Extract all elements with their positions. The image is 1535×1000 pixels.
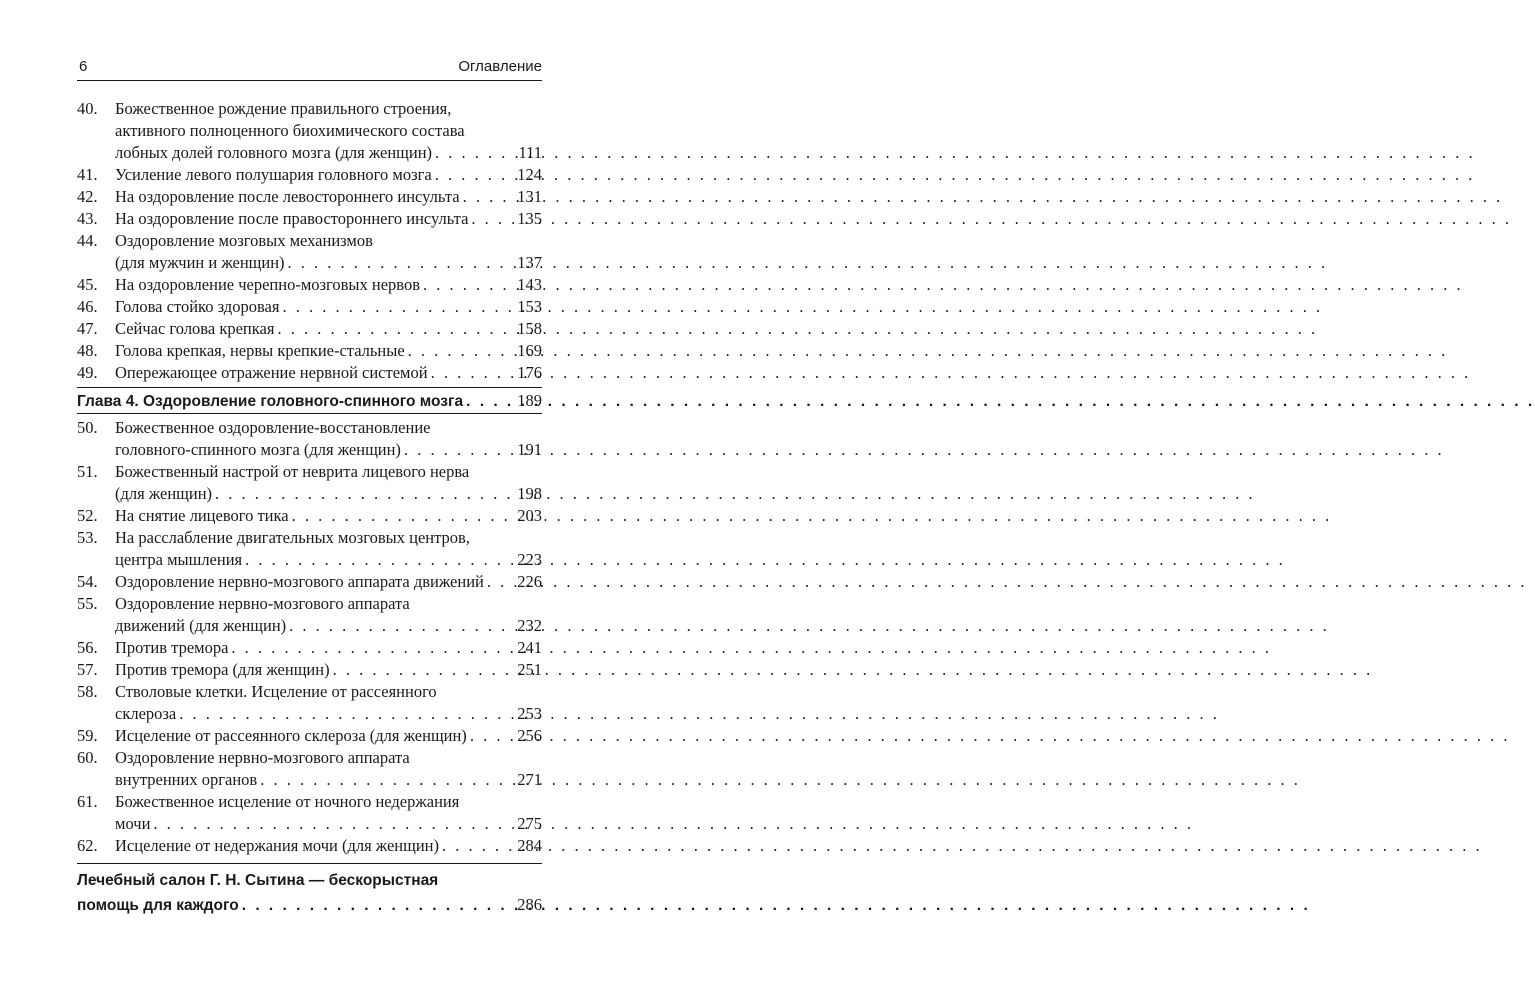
entry-title-line: Голова стойко здоровая (115, 297, 280, 316)
leader-dots (260, 769, 514, 791)
entry-page-number: 111 (518, 143, 542, 162)
toc-entry[interactable] (77, 637, 542, 659)
entry-title-line: На снятие лицевого тика (115, 506, 289, 525)
toc-entry[interactable] (77, 208, 542, 230)
toc-entries-before (77, 98, 542, 384)
toc-entry[interactable] (77, 461, 542, 505)
entry-page-number: 137 (517, 253, 542, 272)
toc-entry[interactable] (77, 681, 542, 725)
entry-number: 42. (77, 187, 98, 206)
leader-dots (153, 813, 514, 835)
entry-page-number: 153 (517, 297, 542, 316)
entry-number: 40. (77, 99, 98, 118)
leader-dots (245, 549, 514, 571)
toc-entry[interactable] (77, 725, 542, 747)
entry-title-line: Божественное исцеление от ночного недержания (115, 792, 460, 811)
toc-entries-after (77, 417, 542, 857)
entry-page-number: 135 (517, 209, 542, 228)
toc-entry[interactable] (77, 835, 542, 857)
entry-number: 54. (77, 572, 98, 591)
entry-title-line: активного полноценного биохимического состава (115, 121, 465, 140)
entry-page-number: 284 (517, 836, 542, 855)
entry-page-number: 275 (517, 814, 542, 833)
entry-title-line: движений (для женщин) (115, 616, 287, 635)
entry-number: 58. (77, 682, 98, 701)
page-header (77, 56, 542, 81)
entry-title-line: Оздоровление нервно-мозгового аппарата (115, 748, 410, 767)
leader-dots (435, 142, 515, 164)
leader-dots (442, 835, 514, 857)
entry-title-line: На оздоровление черепно-мозговых нервов (115, 275, 421, 294)
entry-title-line: На расслабление двигательных мозговых центров, (115, 528, 470, 547)
leader-dots (292, 505, 515, 527)
entry-title-line: (для женщин) (115, 484, 213, 503)
running-title: Оглавление (458, 58, 542, 75)
entry-title-line: лобных долей головного мозга (для женщин) (115, 143, 433, 162)
salon-heading[interactable] (77, 863, 542, 918)
chapter-page-number: 189 (517, 391, 542, 410)
entry-title-line: Исцеление от недержания мочи (для женщин) (115, 836, 439, 855)
leader-dots (487, 571, 514, 593)
entry-page-number: 131 (517, 187, 542, 206)
leader-dots (466, 391, 514, 413)
entry-page-number: 256 (517, 726, 542, 745)
entry-number: 51. (77, 462, 98, 481)
toc-entry[interactable] (77, 571, 542, 593)
entry-number: 50. (77, 418, 98, 437)
leader-dots (333, 659, 515, 681)
toc-entry[interactable] (77, 230, 542, 274)
entry-page-number: 198 (517, 484, 542, 503)
entry-number: 56. (77, 638, 98, 657)
entry-title-line: Божественное оздоровление-восстановление (115, 418, 431, 437)
entry-title-line: Усиление левого полушария головного мозга (115, 165, 432, 184)
entry-number: 61. (77, 792, 98, 811)
leader-dots (431, 362, 515, 384)
page-number: 6 (79, 58, 88, 75)
table-of-contents (77, 98, 542, 918)
leader-dots (277, 318, 514, 340)
leader-dots (408, 340, 515, 362)
entry-page-number: 223 (517, 550, 542, 569)
entry-page-number: 226 (517, 572, 542, 591)
entry-number: 52. (77, 506, 98, 525)
toc-entry[interactable] (77, 164, 542, 186)
entry-page-number: 253 (517, 704, 542, 723)
entry-number: 62. (77, 836, 98, 855)
leader-dots (282, 296, 514, 318)
entry-title-line: внутренних органов (115, 770, 258, 789)
entry-title-line: Голова крепкая, нервы крепкие-стальные (115, 341, 405, 360)
entry-page-number: 169 (517, 341, 542, 360)
entry-number: 55. (77, 594, 98, 613)
entry-page-number: 191 (517, 440, 542, 459)
toc-entry[interactable] (77, 362, 542, 384)
entry-title-line: головного-спинного мозга (для женщин) (115, 440, 401, 459)
leader-dots (435, 164, 515, 186)
entry-page-number: 232 (517, 616, 542, 635)
entry-number: 45. (77, 275, 98, 294)
salon-page-number: 286 (517, 895, 542, 914)
entry-number: 44. (77, 231, 98, 250)
entry-number: 57. (77, 660, 98, 679)
toc-entry[interactable] (77, 659, 542, 681)
entry-title-line: Оздоровление нервно-мозгового аппарата движений (115, 572, 484, 591)
entry-title-line: Стволовые клетки. Исцеление от рассеянного (115, 682, 437, 701)
entry-number: 41. (77, 165, 98, 184)
entry-title-line: Опережающее отражение нервной системой (115, 363, 428, 382)
toc-entry[interactable] (77, 417, 542, 461)
entry-title-line: Против тремора (для женщин) (115, 660, 330, 679)
entry-title-line: Оздоровление нервно-мозгового аппарата (115, 594, 410, 613)
entry-page-number: 241 (517, 638, 542, 657)
entry-title-line: Против тремора (115, 638, 229, 657)
entry-title-line: Божественный настрой от неврита лицевого нерва (115, 462, 470, 481)
entry-title-line: На оздоровление после левостороннего инсульта (115, 187, 460, 206)
entry-number: 48. (77, 341, 98, 360)
entry-number: 60. (77, 748, 98, 767)
chapter-title: Глава 4. Оздоровление головного-спинного мозга (77, 393, 464, 410)
toc-entry[interactable] (77, 593, 542, 637)
salon-title-line-2: помощь для каждого (77, 897, 239, 914)
leader-dots (242, 895, 515, 917)
entry-title-line: Оздоровление мозговых механизмов (115, 231, 373, 250)
toc-entry[interactable] (77, 98, 542, 164)
entry-page-number: 203 (517, 506, 542, 525)
leader-dots (179, 703, 514, 725)
toc-entry[interactable] (77, 274, 542, 296)
toc-entry[interactable] (77, 527, 542, 571)
chapter-heading[interactable] (77, 387, 542, 414)
entry-page-number: 143 (517, 275, 542, 294)
toc-entry[interactable] (77, 791, 542, 835)
toc-entry[interactable] (77, 747, 542, 791)
entry-title-line: мочи (115, 814, 151, 833)
entry-page-number: 251 (517, 660, 542, 679)
entry-number: 46. (77, 297, 98, 316)
entry-page-number: 271 (517, 770, 542, 789)
entry-number: 43. (77, 209, 98, 228)
entry-title-line: Сейчас голова крепкая (115, 319, 275, 338)
leader-dots (470, 725, 514, 747)
leader-dots (423, 274, 514, 296)
toc-entry[interactable] (77, 340, 542, 362)
entry-title-line: Исцеление от рассеянного склероза (для женщин) (115, 726, 467, 745)
entry-title-line: На оздоровление после правостороннего инсульта (115, 209, 469, 228)
entry-number: 53. (77, 528, 98, 547)
toc-entry[interactable] (77, 318, 542, 340)
toc-entry[interactable] (77, 186, 542, 208)
leader-dots (289, 615, 514, 637)
entry-title-line: (для мужчин и женщин) (115, 253, 285, 272)
toc-entry[interactable] (77, 296, 542, 318)
entry-page-number: 176 (517, 363, 542, 382)
entry-number: 59. (77, 726, 98, 745)
entry-title-line: склероза (115, 704, 177, 723)
leader-dots (463, 186, 515, 208)
entry-number: 49. (77, 363, 98, 382)
entry-title-line: центра мышления (115, 550, 243, 569)
toc-entry[interactable] (77, 505, 542, 527)
entry-title-line: Божественное рождение правильного строения, (115, 99, 452, 118)
entry-page-number: 158 (517, 319, 542, 338)
leader-dots (471, 208, 514, 230)
entry-number: 47. (77, 319, 98, 338)
leader-dots (231, 637, 514, 659)
leader-dots (288, 252, 515, 274)
entry-page-number: 124 (517, 165, 542, 184)
leader-dots (215, 483, 514, 505)
salon-title-line-1: Лечебный салон Г. Н. Сытина — бескорыстная (77, 872, 439, 889)
leader-dots (404, 439, 514, 461)
